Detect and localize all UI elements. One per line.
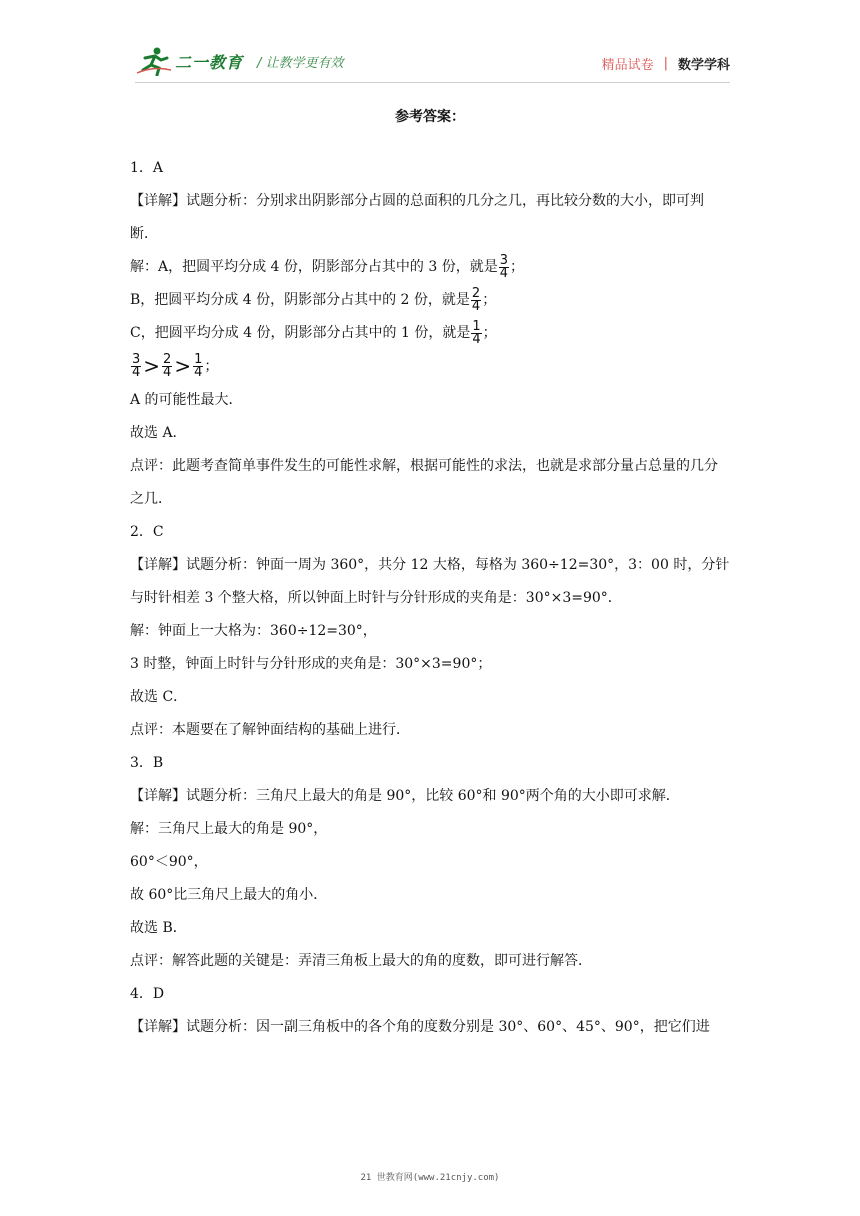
answer-number-4: 4．D — [130, 985, 165, 1002]
solution-line: 解：三角尺上最大的角是 90°， — [130, 820, 328, 837]
comment-3: 点评：解答此题的关键是：弄清三角板上最大的角的度数，即可进行解答． — [130, 952, 592, 969]
fraction-denominator: 4 — [194, 365, 203, 380]
answer-number-3: 3．B — [130, 754, 164, 771]
fraction-numerator: 3 — [132, 352, 141, 367]
fraction-numerator: 3 — [499, 252, 509, 268]
solution-text: B，把圆平均分成 4 份，阴影部分占其中的 2 份，就是 — [130, 292, 470, 308]
solution-text: 解：A，把圆平均分成 4 份，阴影部分占其中的 3 份，就是 — [130, 259, 498, 275]
header-separator: | — [663, 56, 668, 71]
page-footer: 21 世教育网(www.21cnjy.com) — [360, 1173, 500, 1183]
greater-than: > — [174, 354, 192, 378]
runner-logo-icon — [135, 46, 173, 76]
fraction — [499, 252, 509, 281]
solution-punct: ； — [204, 358, 219, 375]
answer-content — [130, 152, 730, 1044]
fraction-denominator: 4 — [163, 365, 172, 380]
fraction-numerator: 2 — [163, 352, 172, 367]
logo-text: 二一教育 — [175, 52, 244, 72]
solution-line: 故 60°比三角尺上最大的角小． — [130, 886, 328, 903]
comment-1: 点评：此题考查简单事件发生的可能性求解，根据可能性的求法，也就是求部分量占总量的几分之几． — [130, 457, 718, 507]
fraction-numerator: 2 — [471, 285, 481, 301]
solution-punct: ； — [482, 325, 497, 341]
header-divider — [135, 82, 730, 83]
choice-line: 故选 B． — [130, 919, 187, 936]
header-subject-label: 数学学科 — [677, 58, 730, 73]
fraction-denominator: 4 — [499, 265, 509, 281]
fraction — [131, 354, 141, 379]
fraction — [162, 354, 172, 379]
greater-than: > — [143, 354, 161, 378]
fraction-denominator: 4 — [471, 298, 481, 314]
solution-line: 解：钟面上一大格为：360÷12=30°， — [130, 622, 377, 639]
solution-text: C，把圆平均分成 4 份，阴影部分占其中的 1 份，就是 — [130, 325, 471, 341]
header-right — [602, 54, 730, 73]
detail-2: 【详解】试题分析：钟面一周为 360°，共分 12 大格，每格为 360÷12=30°，3：00 时，分针与时针相差 3 个整大格，所以钟面上时针与分针形成的夹角是：30°×3=90°． — [130, 556, 730, 606]
fraction-numerator: 1 — [194, 352, 203, 367]
fraction-comparison — [130, 350, 730, 384]
fraction — [193, 354, 203, 379]
comment-2: 点评：本题要在了解钟面结构的基础上进行． — [130, 721, 410, 738]
conclusion-line: A 的可能性最大． — [130, 391, 243, 408]
logo — [135, 46, 344, 76]
solution-line: 60°＜90°， — [130, 853, 208, 870]
fraction — [471, 285, 481, 314]
page-header — [135, 46, 730, 84]
fraction-denominator: 4 — [472, 331, 481, 347]
solution-line: 3 时整，钟面上时针与分针形成的夹角是：30°×3=90°； — [130, 655, 492, 672]
solution-punct: ； — [482, 292, 497, 308]
detail-1: 【详解】试题分析：分别求出阴影部分占圆的总面积的几分之几，再比较分数的大小，即可判断． — [130, 193, 704, 242]
slogan: / 让教学更有效 — [257, 55, 344, 71]
fraction-denominator: 4 — [132, 365, 141, 380]
solution-line — [130, 317, 730, 350]
choice-line: 故选 A． — [130, 424, 187, 441]
detail-3: 【详解】试题分析：三角尺上最大的角是 90°，比较 60°和 90°两个角的大小即可求解． — [130, 787, 680, 804]
fraction — [471, 318, 481, 347]
page-title: 参考答案： — [395, 109, 465, 125]
answer-number-2: 2．C — [130, 523, 164, 540]
solution-line — [130, 284, 730, 317]
choice-line: 故选 C． — [130, 688, 188, 705]
fraction-numerator: 1 — [472, 318, 481, 334]
solution-punct: ； — [510, 259, 525, 275]
header-premium-label: 精品试卷 — [601, 58, 654, 73]
solution-line — [130, 251, 730, 284]
answer-number-1: 1．A — [130, 160, 164, 176]
detail-4: 【详解】试题分析：因一副三角板中的各个角的度数分别是 30°、60°、45°、90°，把它们进 — [130, 1018, 710, 1035]
